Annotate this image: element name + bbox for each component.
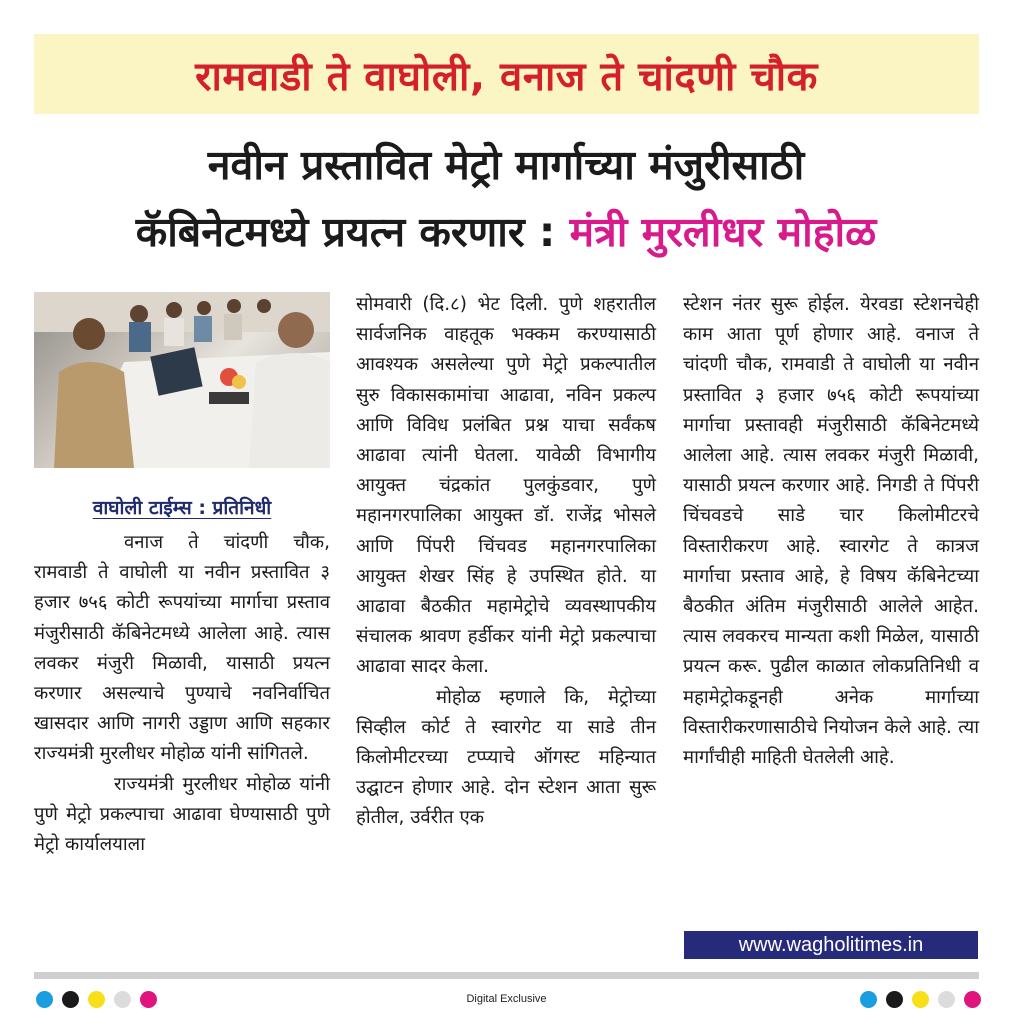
print-dot-cyan	[860, 991, 877, 1008]
footer-label: Digital Exclusive	[466, 993, 547, 1005]
paragraph	[356, 683, 656, 834]
paragraph-text: मोहोळ म्हणाले कि, मेट्रोच्या सिव्हील कोर्ट ते स्वारगेट या साडे तीन किलोमीटरच्या टप्प्याचे ऑगस्ट महिन्यात उद्घाटन होणार आहे. दोन स्टेशन आता सुरू होतील, उर्वरीत एक	[356, 686, 656, 829]
print-dot-magenta	[140, 991, 157, 1008]
headline-banner	[34, 34, 979, 114]
paragraph	[34, 528, 330, 770]
website-link[interactable]: www.wagholitimes.in	[684, 931, 978, 959]
paragraph	[34, 770, 330, 861]
print-dot-magenta	[964, 991, 981, 1008]
article-column-1	[34, 528, 330, 860]
byline	[34, 494, 330, 520]
print-dot-yellow	[912, 991, 929, 1008]
print-dot-black	[886, 991, 903, 1008]
footer-divider	[34, 972, 979, 979]
paragraph	[683, 290, 979, 773]
print-dot-grey	[938, 991, 955, 1008]
print-dot-black	[62, 991, 79, 1008]
headline-line-3-main: कॅबिनेटमध्ये प्रयत्न करणार :	[135, 208, 570, 256]
print-dot-yellow	[88, 991, 105, 1008]
paragraph-text: वनाज ते चांदणी चौक, रामवाडी ते वाघोली या नवीन प्रस्तावित ३ हजार ७५६ कोटी रूपयांच्या मार्गाचा प्रस्ताव मंजुरीसाठी कॅबिनेटमध्ये आलेला आहे. त्यास लवकर मंजुरी मिळावी, यासाठी प्रयत्न करणार असल्याचे पुण्याचे नवनिर्वाचित खासदार आणि नागरी उड्डाण आणि सहकार राज्यमंत्री मुरलीधर मोहोळ यांनी सांगितले.	[34, 532, 330, 765]
banner-headline: रामवाडी ते वाघोली, वनाज ते चांदणी चौक	[195, 53, 818, 100]
article-column-3	[683, 290, 979, 773]
byline-text: वाघोली टाईम्स : प्रतिनिधी	[92, 497, 272, 519]
paragraph-text: स्टेशन नंतर सुरू होईल. येरवडा स्टेशनचेही काम आता पूर्ण होणार आहे. वनाज ते चांदणी चौक, रामवाडी ते वाघोली या नवीन प्रस्तावित ३ हजार ७५६ कोटी रूपयांच्या मार्गाचा प्रस्तावही मंजुरीसाठी कॅबिनेटमध्ये आलेला आहे. त्यास लवकर मंजुरी मिळावी, यासाठी प्रयत्न करणार आहे. निगडी ते पिंपरी चिंचवडचे साडे चार किलोमीटरचे विस्तारीकरण आहे. स्वारगेट ते कात्रज मार्गाचा प्रस्ताव आहे, हे विषय कॅबिनेटच्या बैठकीत अंतिम मंजुरीसाठी आलेले आहेत. त्यास लवकरच मान्यता कशी मिळेल, यासाठी प्रयत्न करू. पुढील काळात लोकप्रतिनिधी व महामेट्रोकडूनही अनेक मार्गाच्या विस्तारीकरणासाठीचे नियोजन केले आहे. त्या मार्गांचीही माहिती घेतलेली आहे.	[683, 294, 979, 769]
headline-line-2: नवीन प्रस्तावित मेट्रो मार्गाच्या मंजुरीसाठी	[207, 141, 805, 189]
paragraph-text: सोमवारी (दि.८) भेट दिली. पुणे शहरातील सार्वजनिक वाहतूक भक्कम करण्यासाठी आवश्यक असलेल्या पुणे मेट्रो प्रकल्पातील सुरु विकासकामांचा आढावा, नविन प्रकल्प आणि विविध प्रलंबित प्रश्न याचा सर्वंकष आढावा त्यांनी घेतला. यावेळी विभागीय आयुक्त चंद्रकांत पुलकुंडवार, पुणे महानगरपालिका आयुक्त डॉ. राजेंद्र भोसले आणि पिंपरी चिंचवड महानगरपालिका आयुक्त शेखर सिंह हे उपस्थित होते. या आढावा बैठकीत महामेट्रोचे व्यवस्थापकीय संचालक श्रावण हर्डीकर यांनी मेट्रो प्रकल्पाचा आढावा सादर केला.	[356, 294, 656, 678]
headline-line-3	[30, 203, 982, 259]
print-dot-cyan	[36, 991, 53, 1008]
print-dot-grey	[114, 991, 131, 1008]
meeting-photo	[34, 292, 330, 468]
article-column-2	[356, 290, 656, 834]
paragraph-text: राज्यमंत्री मुरलीधर मोहोळ यांनी पुणे मेट्रो प्रकल्पाचा आढावा घेण्यासाठी पुणे मेट्रो कार्यालयाला	[34, 773, 330, 856]
paragraph	[356, 290, 656, 683]
minister-name: मंत्री मुरलीधर मोहोळ	[569, 208, 877, 256]
